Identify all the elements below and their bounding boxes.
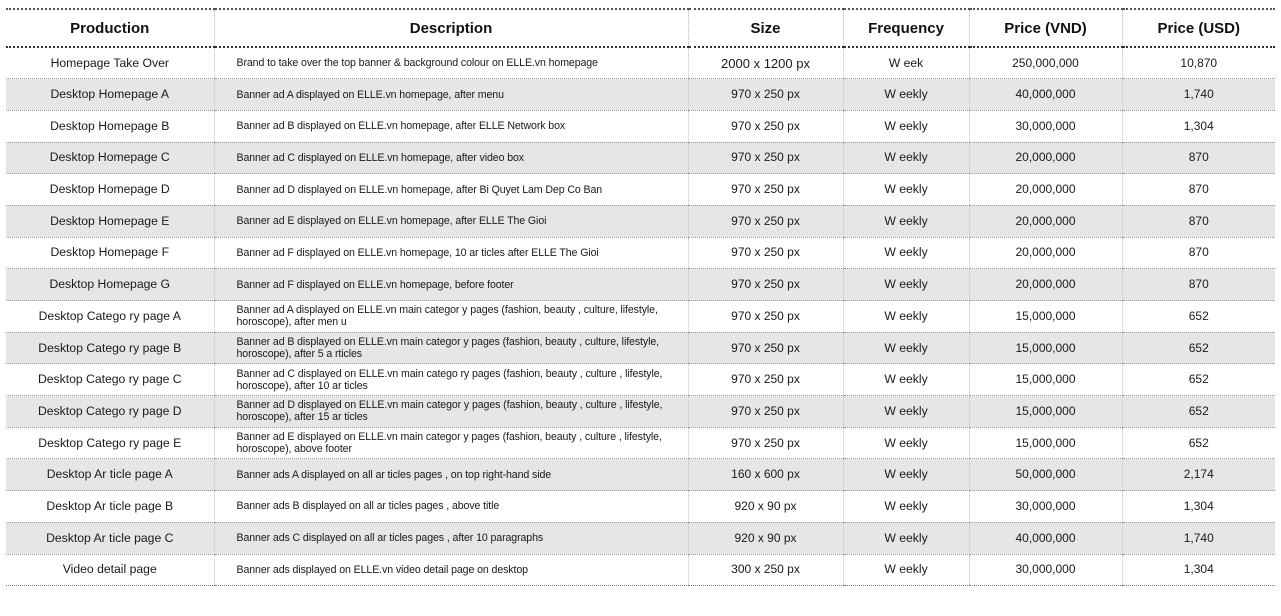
cell-size: 970 x 250 px [688,269,843,301]
cell-size: 970 x 250 px [688,301,843,333]
table-row [6,301,1275,333]
cell-frequency: W eek [843,47,969,79]
cell-price-usd: 2,174 [1122,459,1275,491]
cell-price-usd: 870 [1122,269,1275,301]
cell-size: 970 x 250 px [688,396,843,428]
cell-price-vnd: 250,000,000 [969,47,1122,79]
cell-price-vnd: 40,000,000 [969,522,1122,554]
cell-size: 970 x 250 px [688,205,843,237]
cell-price-vnd: 15,000,000 [969,364,1122,396]
cell-price-usd: 870 [1122,174,1275,206]
cell-price-usd: 10,870 [1122,47,1275,79]
cell-description: Banner ad A displayed on ELLE.vn main categor y pages (fashion, beauty , culture, lifestyle, horoscope), after men u [214,301,688,333]
cell-price-vnd: 20,000,000 [969,237,1122,269]
header-size: Size [688,9,843,47]
cell-description: Banner ad C displayed on ELLE.vn main catego ry pages (fashion, beauty , culture , lifestyle, horoscope), after 10 ar ticles [214,364,688,396]
cell-price-vnd: 15,000,000 [969,301,1122,333]
table-row [6,205,1275,237]
cell-frequency: W eekly [843,364,969,396]
cell-description: Banner ad A displayed on ELLE.vn homepage, after menu [214,79,688,111]
cell-production: Homepage Take Over [6,47,214,79]
cell-size: 970 x 250 px [688,237,843,269]
cell-production: Desktop Catego ry page E [6,427,214,459]
cell-price-vnd: 15,000,000 [969,396,1122,428]
cell-price-vnd: 15,000,000 [969,332,1122,364]
header-price-usd: Price (USD) [1122,9,1275,47]
cell-price-usd: 1,304 [1122,491,1275,523]
cell-size: 970 x 250 px [688,427,843,459]
cell-size: 160 x 600 px [688,459,843,491]
table-row [6,174,1275,206]
cell-description: Banner ad D displayed on ELLE.vn main categor y pages (fashion, beauty , culture , lifestyle, horoscope), after 15 ar ticles [214,396,688,428]
cell-frequency: W eekly [843,459,969,491]
cell-production: Desktop Homepage G [6,269,214,301]
cell-price-vnd: 20,000,000 [969,142,1122,174]
cell-frequency: W eekly [843,427,969,459]
cell-size: 970 x 250 px [688,79,843,111]
table-row [6,364,1275,396]
cell-frequency: W eekly [843,79,969,111]
table-body [6,47,1275,586]
cell-description: Banner ads A displayed on all ar ticles pages , on top right-hand side [214,459,688,491]
header-price-vnd: Price (VND) [969,9,1122,47]
cell-price-usd: 652 [1122,364,1275,396]
cell-description: Banner ads displayed on ELLE.vn video detail page on desktop [214,554,688,586]
cell-price-usd: 652 [1122,396,1275,428]
table-row [6,427,1275,459]
cell-description: Banner ad E displayed on ELLE.vn homepage, after ELLE The Gioi [214,205,688,237]
header-production: Production [6,9,214,47]
table-row [6,110,1275,142]
cell-frequency: W eekly [843,332,969,364]
cell-description: Banner ad F displayed on ELLE.vn homepage, 10 ar ticles after ELLE The Gioi [214,237,688,269]
cell-price-vnd: 30,000,000 [969,554,1122,586]
cell-production: Desktop Homepage D [6,174,214,206]
cell-frequency: W eekly [843,142,969,174]
cell-price-usd: 1,304 [1122,110,1275,142]
cell-price-vnd: 40,000,000 [969,79,1122,111]
table-row [6,47,1275,79]
cell-frequency: W eekly [843,554,969,586]
cell-production: Desktop Catego ry page B [6,332,214,364]
cell-description: Banner ad E displayed on ELLE.vn main categor y pages (fashion, beauty , culture , lifestyle, horoscope), above footer [214,427,688,459]
cell-size: 970 x 250 px [688,332,843,364]
cell-price-vnd: 30,000,000 [969,491,1122,523]
cell-frequency: W eekly [843,110,969,142]
cell-frequency: W eekly [843,237,969,269]
cell-price-usd: 652 [1122,332,1275,364]
table-row [6,142,1275,174]
cell-size: 920 x 90 px [688,491,843,523]
cell-size: 970 x 250 px [688,174,843,206]
cell-price-usd: 870 [1122,237,1275,269]
cell-price-vnd: 20,000,000 [969,205,1122,237]
cell-production: Desktop Ar ticle page A [6,459,214,491]
cell-description: Brand to take over the top banner & background colour on ELLE.vn homepage [214,47,688,79]
cell-description: Banner ad D displayed on ELLE.vn homepage, after Bi Quyet Lam Dep Co Ban [214,174,688,206]
table-row [6,554,1275,586]
cell-production: Video detail page [6,554,214,586]
table-row [6,332,1275,364]
rate-card-table [6,8,1275,586]
table-row [6,459,1275,491]
cell-production: Desktop Homepage C [6,142,214,174]
cell-production: Desktop Homepage B [6,110,214,142]
table-row [6,237,1275,269]
cell-frequency: W eekly [843,522,969,554]
cell-price-usd: 870 [1122,205,1275,237]
cell-production: Desktop Homepage E [6,205,214,237]
cell-description: Banner ads C displayed on all ar ticles pages , after 10 paragraphs [214,522,688,554]
cell-size: 970 x 250 px [688,110,843,142]
cell-price-vnd: 50,000,000 [969,459,1122,491]
cell-description: Banner ad F displayed on ELLE.vn homepage, before footer [214,269,688,301]
cell-production: Desktop Catego ry page C [6,364,214,396]
table-header [6,9,1275,47]
cell-frequency: W eekly [843,174,969,206]
cell-price-usd: 870 [1122,142,1275,174]
cell-description: Banner ad B displayed on ELLE.vn main categor y pages (fashion, beauty , culture, lifestyle, horoscope), after 5 a rticles [214,332,688,364]
cell-price-usd: 1,740 [1122,522,1275,554]
cell-size: 920 x 90 px [688,522,843,554]
cell-price-vnd: 20,000,000 [969,269,1122,301]
cell-price-vnd: 30,000,000 [969,110,1122,142]
cell-price-vnd: 20,000,000 [969,174,1122,206]
cell-production: Desktop Homepage F [6,237,214,269]
cell-price-usd: 652 [1122,301,1275,333]
table-row [6,269,1275,301]
cell-production: Desktop Catego ry page A [6,301,214,333]
table-row [6,79,1275,111]
cell-description: Banner ad B displayed on ELLE.vn homepage, after ELLE Network box [214,110,688,142]
cell-size: 970 x 250 px [688,142,843,174]
cell-frequency: W eekly [843,205,969,237]
table-row [6,522,1275,554]
header-description: Description [214,9,688,47]
cell-description: Banner ad C displayed on ELLE.vn homepage, after video box [214,142,688,174]
table-row [6,491,1275,523]
table-row [6,396,1275,428]
cell-production: Desktop Ar ticle page B [6,491,214,523]
cell-price-usd: 1,740 [1122,79,1275,111]
cell-frequency: W eekly [843,396,969,428]
header-frequency: Frequency [843,9,969,47]
rate-card-sheet [6,8,1275,586]
cell-price-vnd: 15,000,000 [969,427,1122,459]
cell-size: 2000 x 1200 px [688,47,843,79]
cell-production: Desktop Homepage A [6,79,214,111]
cell-production: Desktop Catego ry page D [6,396,214,428]
cell-description: Banner ads B displayed on all ar ticles pages , above title [214,491,688,523]
cell-production: Desktop Ar ticle page C [6,522,214,554]
cell-frequency: W eekly [843,491,969,523]
header-row [6,9,1275,47]
cell-size: 970 x 250 px [688,364,843,396]
cell-frequency: W eekly [843,301,969,333]
cell-price-usd: 1,304 [1122,554,1275,586]
cell-size: 300 x 250 px [688,554,843,586]
cell-price-usd: 652 [1122,427,1275,459]
cell-frequency: W eekly [843,269,969,301]
